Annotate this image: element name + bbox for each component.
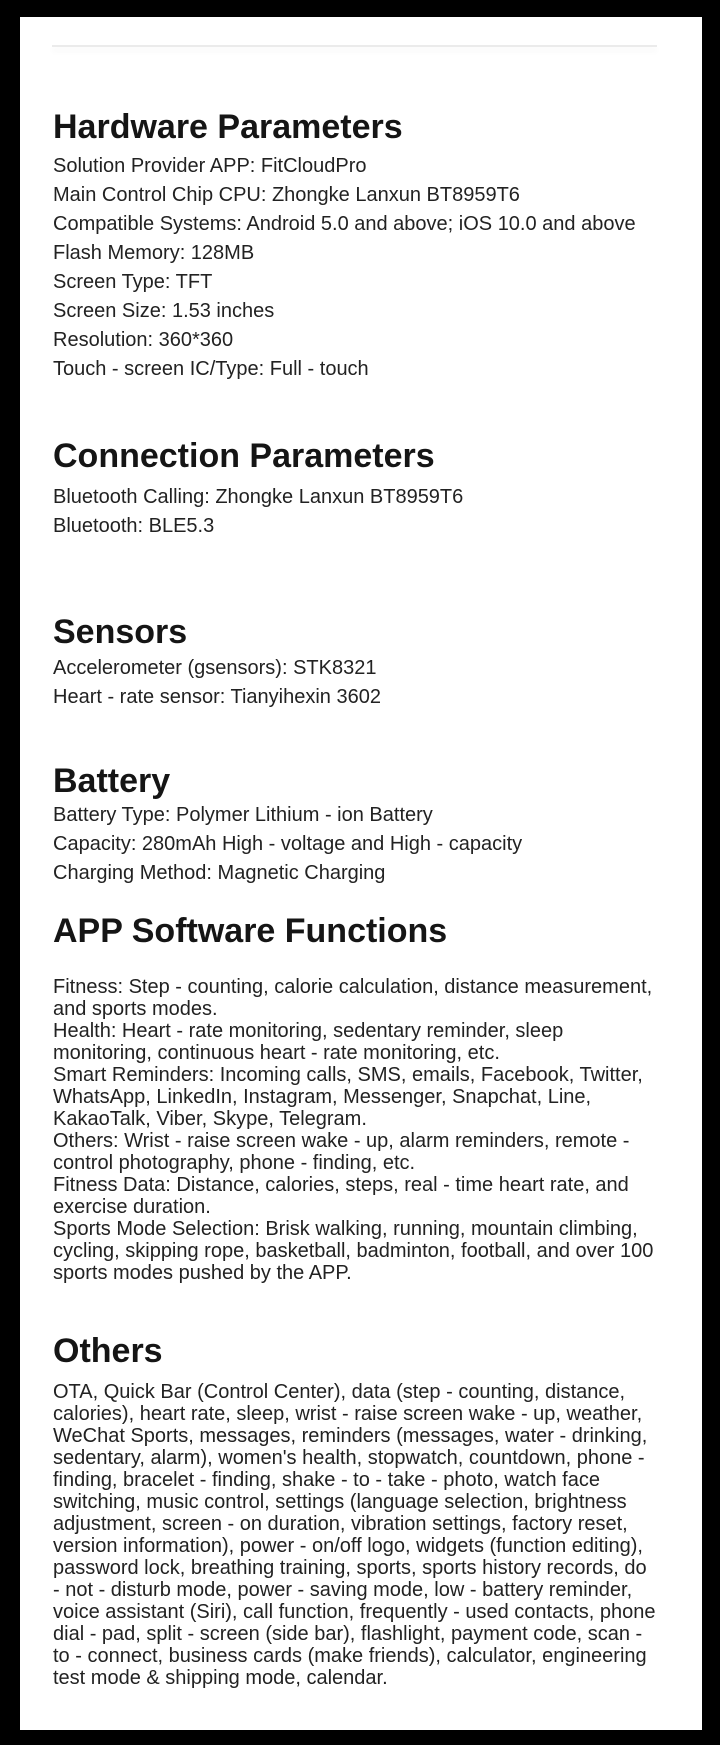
app-paragraph-others: Others: Wrist - raise screen wake - up, alarm reminders, remote - control photography, phone - finding, etc.: [53, 1130, 630, 1174]
spec-line-heart-rate-sensor: Heart - rate sensor: Tianyihexin 3602: [53, 686, 381, 708]
spec-line-touch-screen: Touch - screen IC/Type: Full - touch: [53, 358, 369, 380]
spec-line-bluetooth-calling: Bluetooth Calling: Zhongke Lanxun BT8959T6: [53, 486, 464, 508]
section-sensors: [53, 612, 657, 712]
battery-list: [53, 801, 657, 888]
spec-content: [20, 107, 702, 1689]
spec-line-solution-provider: Solution Provider APP: FitCloudPro: [53, 155, 367, 177]
battery-title: Battery: [53, 762, 171, 800]
spec-line-charging-method: Charging Method: Magnetic Charging: [53, 862, 386, 884]
app-paragraph-smart-reminders: Smart Reminders: Incoming calls, SMS, emails, Facebook, Twitter, WhatsApp, LinkedIn, Instagram, Messenger, Snapchat, Line, KakaoTalk, Viber, Skype, Telegram.: [53, 1064, 643, 1130]
app-software-functions-title: APP Software Functions: [53, 912, 448, 950]
section-battery: [53, 761, 657, 888]
section-connection-parameters: [53, 436, 657, 541]
hardware-parameters-title: Hardware Parameters: [53, 108, 403, 146]
spec-line-resolution: Resolution: 360*360: [53, 329, 234, 351]
top-divider-line: [52, 45, 657, 47]
sensors-list: [53, 654, 657, 712]
app-paragraph-fitness: Fitness: Step - counting, calorie calculation, distance measurement, and sports modes.: [53, 976, 653, 1020]
connection-parameters-list: [53, 483, 657, 541]
section-hardware-parameters: [53, 107, 657, 384]
section-others: [53, 1331, 657, 1689]
spec-line-screen-size: Screen Size: 1.53 inches: [53, 300, 275, 322]
spec-line-flash-memory: Flash Memory: 128MB: [53, 242, 255, 264]
spec-line-compatible-systems: Compatible Systems: Android 5.0 and above; iOS 10.0 and above: [53, 213, 636, 235]
app-paragraph-health: Health: Heart - rate monitoring, sedentary reminder, sleep monitoring, continuous heart - rate monitoring, etc.: [53, 1020, 564, 1064]
app-software-functions-text: [53, 976, 657, 1284]
spec-line-main-control-chip: Main Control Chip CPU: Zhongke Lanxun BT8959T6: [53, 184, 520, 206]
app-paragraph-fitness-data: Fitness Data: Distance, calories, steps, real - time heart rate, and exercise duration.: [53, 1174, 629, 1218]
spec-line-screen-type: Screen Type: TFT: [53, 271, 213, 293]
spec-line-capacity: Capacity: 280mAh High - voltage and High - capacity: [53, 833, 523, 855]
spec-line-battery-type: Battery Type: Polymer Lithium - ion Battery: [53, 804, 433, 826]
connection-parameters-title: Connection Parameters: [53, 437, 435, 475]
hardware-parameters-list: [53, 152, 657, 384]
spec-line-accelerometer: Accelerometer (gsensors): STK8321: [53, 657, 377, 679]
section-app-software-functions: [53, 911, 657, 1284]
spec-line-bluetooth-version: Bluetooth: BLE5.3: [53, 515, 215, 537]
sensors-title: Sensors: [53, 613, 188, 651]
app-paragraph-sports-mode: Sports Mode Selection: Brisk walking, running, mountain climbing, cycling, skipping rope, basketball, badminton, football, and over 100 sports modes pushed by the APP.: [53, 1218, 654, 1284]
others-title: Others: [53, 1332, 163, 1370]
others-paragraph: OTA, Quick Bar (Control Center), data (step - counting, distance, calories), heart rate, sleep, wrist - raise screen wake - up, weather, WeChat Sports, messages, reminders (messages, water - drinking, sedentary, alarm), women's health, stopwatch, countdown, phone - finding, bracelet - finding, shake - to - take - photo, watch face switching, music control, settings (language selection, brightness adjustment, screen - on duration, vibration settings, factory reset, version information), power - on/off logo, widgets (function editing), password lock, breathing training, sports, sports history records, do - not - disturb mode, power - saving mode, low - battery reminder, voice assistant (Siri), call function, frequently - used contacts, phone dial - pad, split - screen (side bar), flashlight, payment code, scan - to - connect, business cards (make friends), calculator, engineering test mode & shipping mode, calendar.: [53, 1381, 656, 1689]
others-text: [53, 1381, 657, 1689]
spec-card: [20, 17, 702, 1730]
